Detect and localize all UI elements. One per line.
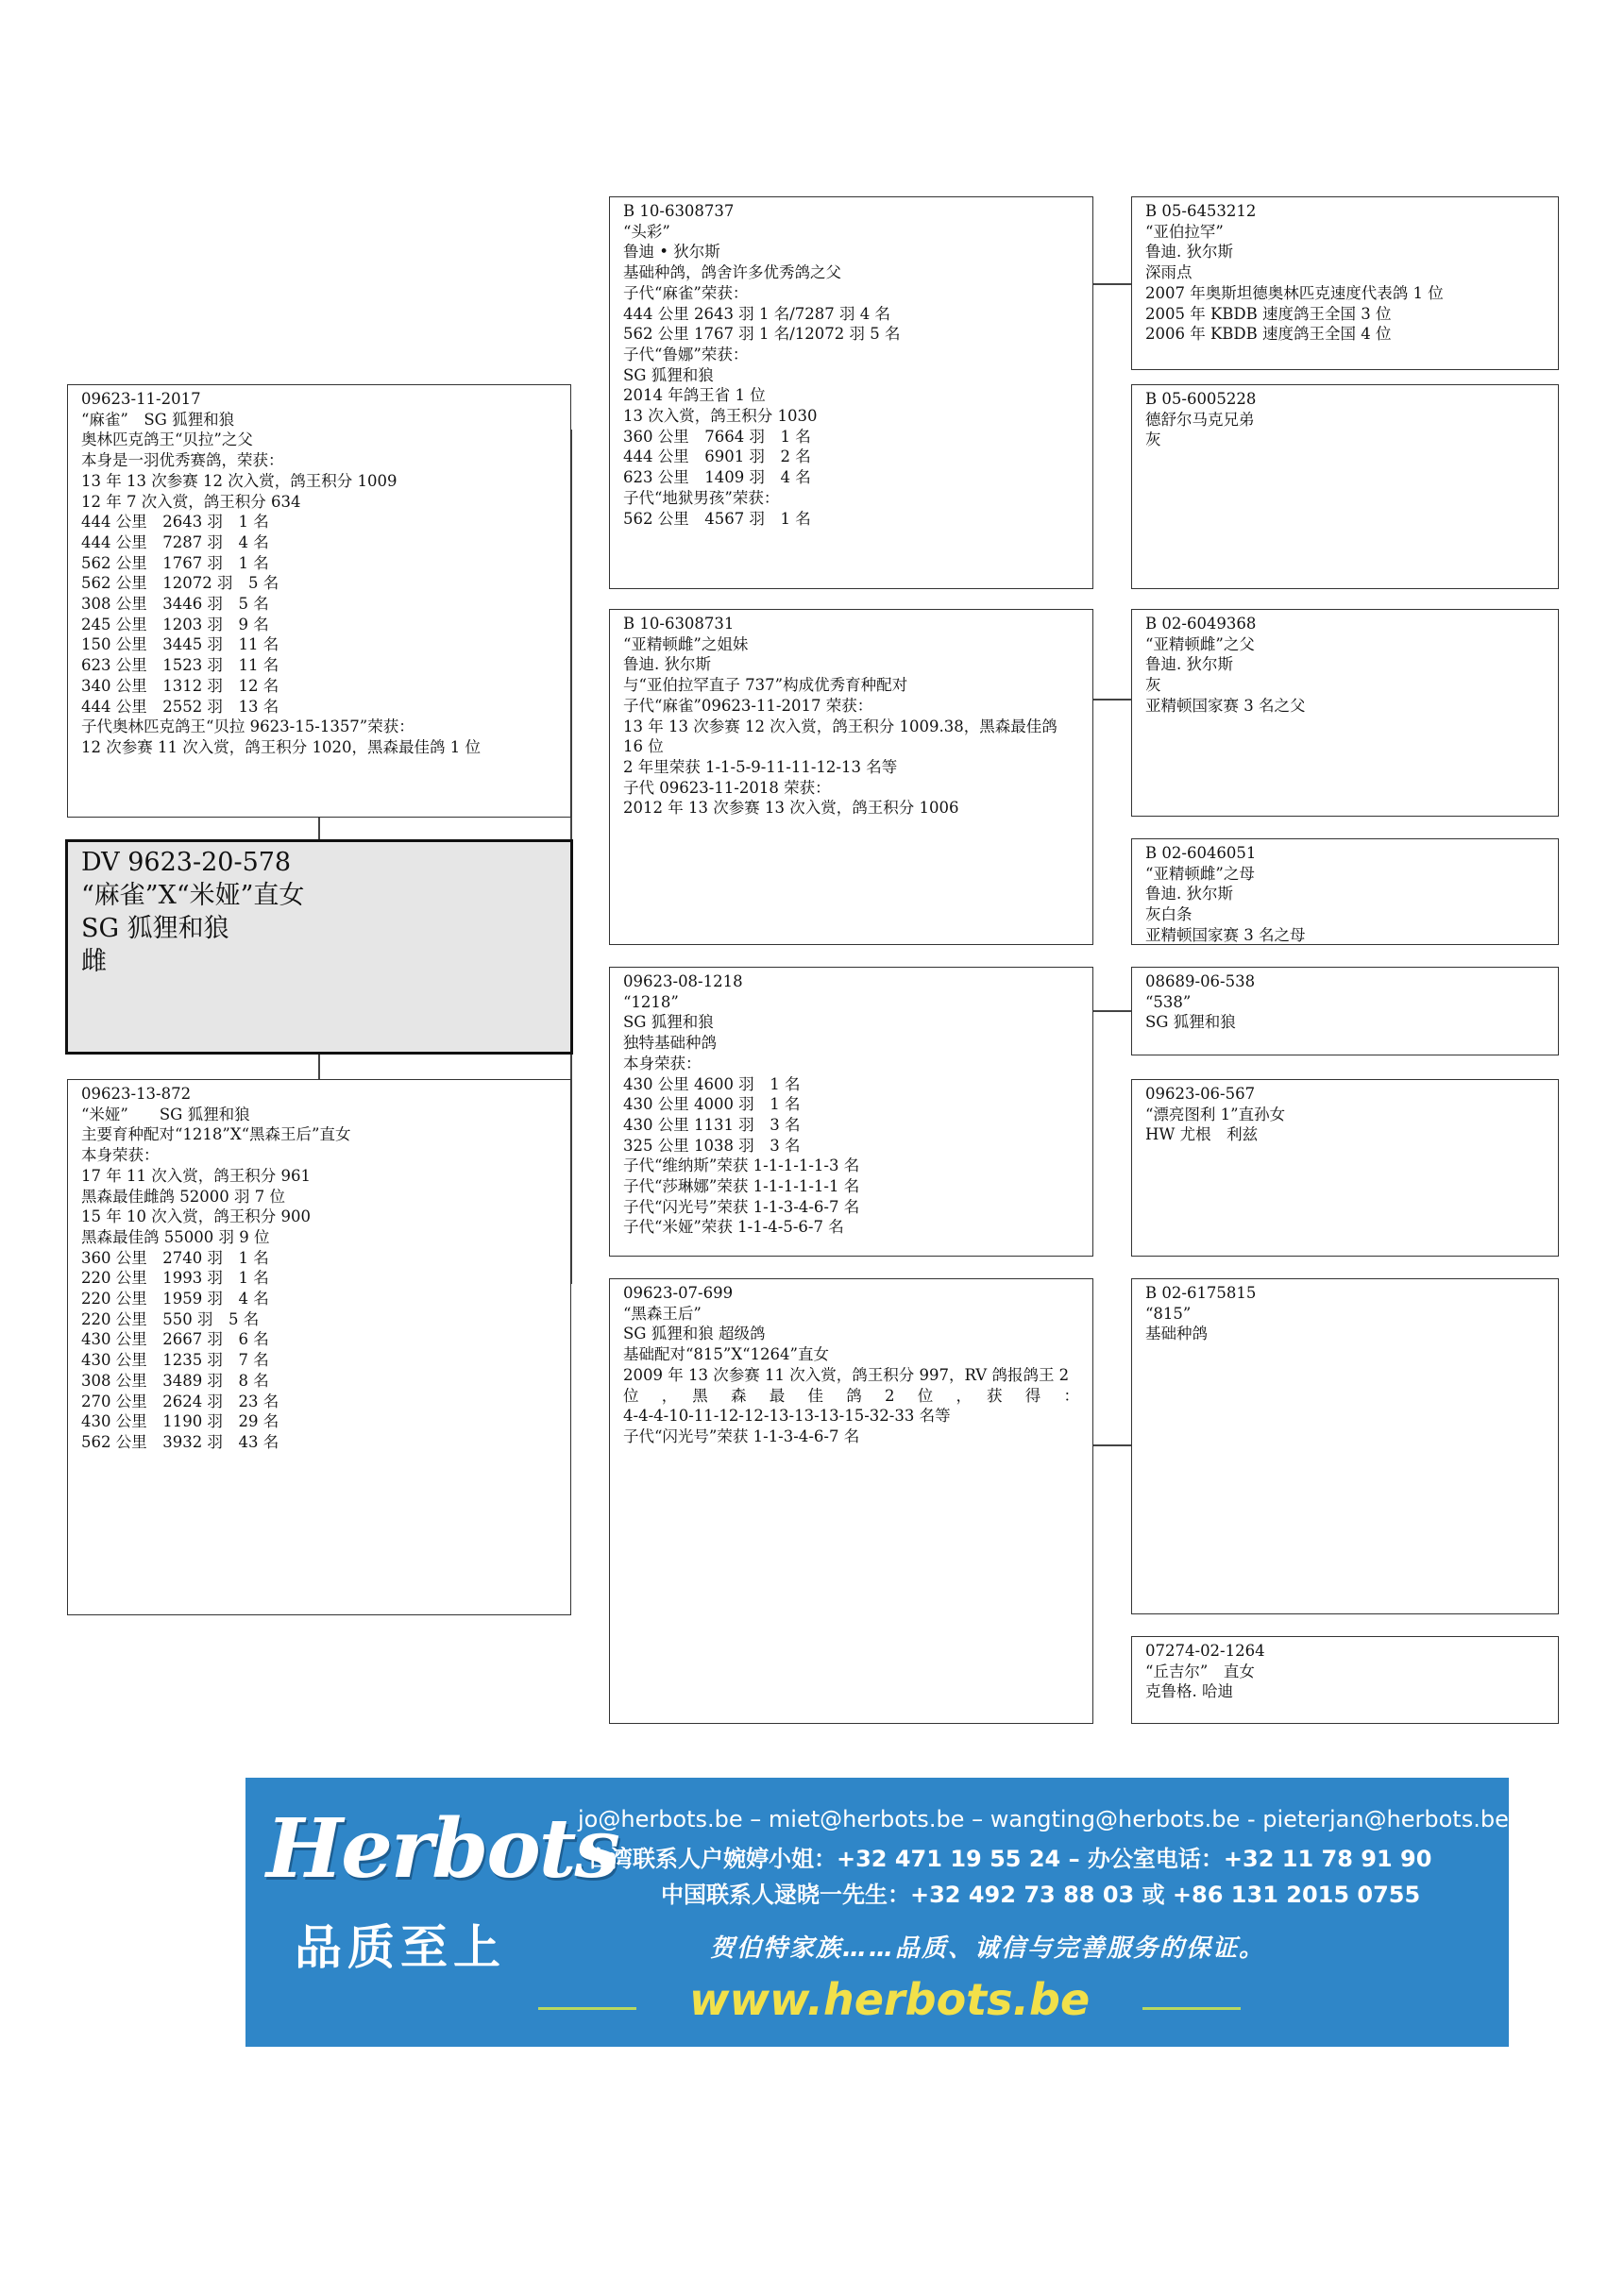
dam-line: 270 公里 2624 羽 23 名 — [81, 1392, 279, 1410]
dam-dam-line: 2009 年 13 次参赛 11 次入赏，鸽王积分 997，RV 鸽报鸽王 2 — [623, 1365, 1070, 1384]
ss-sire-line: 2006 年 KBDB 速度鸽王全国 4 位 — [1145, 325, 1392, 344]
sire-line: 子代奥林匹克鸽王“贝拉 9623-15-1357”荣获： — [81, 718, 414, 736]
sire-line: 562 公里 12072 羽 5 名 — [81, 574, 279, 593]
sire-dam-line: 子代“麻雀”09623-11-2017 荣获： — [623, 696, 873, 715]
sire-line: 444 公里 7287 羽 4 名 — [81, 532, 269, 551]
dam-line: 430 公里 1190 羽 29 名 — [81, 1412, 279, 1431]
sire-dam-line: 2 年里荣获 1-1-5-9-11-11-12-13 名等 — [623, 757, 898, 776]
dam-line: 360 公里 2740 羽 1 名 — [81, 1248, 269, 1267]
connector-line — [318, 1055, 320, 1079]
dam-sire-line: 430 公里 1131 羽 3 名 — [623, 1115, 801, 1134]
sd-sire-line: B 02-6049368 — [1145, 615, 1257, 633]
sire-dam-card — [609, 609, 1093, 945]
ss-dam-line: 灰 — [1145, 430, 1161, 449]
sire-line: 12 年 7 次入赏，鸽王积分 634 — [81, 492, 301, 511]
ds-sire-line: SG 狐狸和狼 — [1145, 1013, 1236, 1032]
ds-dam-line: “漂亮图利 1”直孙女 — [1145, 1105, 1286, 1123]
subject-line: 雌 — [81, 947, 107, 976]
dam-line: 562 公里 3932 羽 43 名 — [81, 1432, 279, 1451]
sire-line: “麻雀” SG 狐狸和狼 — [81, 410, 235, 429]
sire-dam-line: 与“亚伯拉罕直子 737”构成优秀育种配对 — [623, 676, 908, 695]
sd-dam-line: 鲁迪. 狄尔斯 — [1145, 885, 1233, 903]
ds-dam-line: 09623-06-567 — [1145, 1085, 1256, 1103]
sire-sire-line: 子代“鲁娜”荣获： — [623, 345, 749, 363]
sire-line: 奥林匹克鸽王“贝拉”之父 — [81, 430, 253, 449]
dam-line: 220 公里 550 羽 5 名 — [81, 1309, 260, 1328]
dam-line: 430 公里 1235 羽 7 名 — [81, 1351, 269, 1370]
sire-line: 444 公里 2552 羽 13 名 — [81, 697, 279, 716]
sire-card — [67, 384, 571, 818]
ss-sire-card — [1131, 196, 1559, 370]
sd-dam-line: B 02-6046051 — [1145, 844, 1257, 862]
banner-slogan: 品质至上 — [295, 1920, 506, 1975]
sire-dam-line: 子代 09623-11-2018 荣获： — [623, 778, 831, 797]
sire-line: 562 公里 1767 羽 1 名 — [81, 553, 269, 572]
banner-website-link[interactable]: www.herbots.be — [689, 1974, 1091, 2025]
dam-line: 黑森最佳雌鸽 52000 羽 7 位 — [81, 1187, 285, 1206]
ss-dam-line: B 05-6005228 — [1145, 390, 1257, 408]
herbots-banner — [245, 1778, 1509, 2047]
dam-line: 黑森最佳鸽 55000 羽 9 位 — [81, 1227, 270, 1246]
dam-line: 220 公里 1993 羽 1 名 — [81, 1269, 269, 1288]
sd-sire-line: 亚精顿国家赛 3 名之父 — [1145, 696, 1306, 715]
sire-dam-line: B 10-6308731 — [623, 615, 735, 633]
sire-dam-line: 13 年 13 次参赛 12 次入赏，鸽王积分 1009.38，黑森最佳鸽 — [623, 717, 1057, 735]
banner-china-contact: 中国联系人逯晓一先生：+32 492 73 88 03 或 +86 131 2015 0755 — [661, 1882, 1421, 1908]
dam-sire-line: 09623-08-1218 — [623, 972, 743, 990]
dam-dam-line: 09623-07-699 — [623, 1284, 734, 1302]
connector-line — [1092, 1444, 1133, 1446]
sire-sire-line: 562 公里 4567 羽 1 名 — [623, 509, 811, 528]
dam-line: 本身荣获： — [81, 1146, 160, 1165]
dam-sire-line: 子代“莎琳娜”荣获 1-1-1-1-1-1 名 — [623, 1177, 860, 1196]
banner-decor-line-left — [538, 2007, 636, 2010]
dam-card — [67, 1079, 571, 1615]
banner-tagline: 贺伯特家族……品质、诚信与完善服务的保证。 — [710, 1934, 1266, 1963]
sd-dam-line: 灰白条 — [1145, 905, 1193, 924]
sire-line: 12 次参赛 11 次入赏，鸽王积分 1020，黑森最佳鸽 1 位 — [81, 737, 481, 756]
sire-dam-line: 16 位 — [623, 737, 664, 756]
ds-sire-card — [1131, 967, 1559, 1055]
ss-sire-line: 深雨点 — [1145, 263, 1193, 282]
sire-line: 623 公里 1523 羽 11 名 — [81, 656, 279, 675]
dam-dam-line: SG 狐狸和狼 超级鸽 — [623, 1325, 766, 1343]
sire-sire-line: SG 狐狸和狼 — [623, 365, 714, 384]
dam-dam-line: “黑森王后” — [623, 1304, 702, 1323]
ss-sire-line: 2007 年奥斯坦德奥林匹克速度代表鸽 1 位 — [1145, 283, 1444, 302]
dam-dam-line: 子代“闪光号”荣获 1-1-3-4-6-7 名 — [623, 1427, 860, 1445]
sire-sire-line: 444 公里 2643 羽 1 名/7287 羽 4 名 — [623, 304, 890, 323]
dam-sire-card — [609, 967, 1093, 1257]
sire-sire-line: 623 公里 1409 羽 4 名 — [623, 468, 811, 487]
sire-dam-line: 2012 年 13 次参赛 13 次入赏，鸽王积分 1006 — [623, 799, 959, 818]
ss-sire-line: B 05-6453212 — [1145, 202, 1257, 220]
sire-line: 245 公里 1203 羽 9 名 — [81, 615, 269, 633]
subject-line: DV 9623-20-578 — [81, 848, 292, 877]
dd-dam-line: “丘吉尔” 直女 — [1145, 1662, 1255, 1680]
herbots-logo: Herbots — [266, 1801, 618, 1897]
sd-sire-line: “亚精顿雌”之父 — [1145, 634, 1255, 653]
dd-sire-line: 基础种鸽 — [1145, 1325, 1208, 1343]
subject-line: SG 狐狸和狼 — [81, 914, 229, 943]
dam-line: 主要育种配对“1218”X“黑森王后”直女 — [81, 1125, 351, 1144]
connector-line — [1092, 699, 1133, 701]
dam-sire-line: 子代“维纳斯”荣获 1-1-1-1-1-3 名 — [623, 1156, 860, 1175]
dam-sire-line: 430 公里 4000 羽 1 名 — [623, 1095, 801, 1114]
ds-sire-line: 08689-06-538 — [1145, 972, 1256, 990]
sire-sire-line: 360 公里 7664 羽 1 名 — [623, 427, 811, 446]
ds-dam-card — [1131, 1079, 1559, 1257]
dam-sire-line: 本身荣获： — [623, 1054, 702, 1072]
banner-emails[interactable]: jo@herbots.be – miet@herbots.be – wangting@herbots.be - pieterjan@herbots.be — [578, 1806, 1509, 1832]
banner-decor-line-right — [1142, 2007, 1241, 2010]
sire-sire-card — [609, 196, 1093, 589]
sire-sire-line: “头彩” — [623, 222, 670, 241]
dd-dam-card — [1131, 1636, 1559, 1724]
sd-dam-line: 亚精顿国家赛 3 名之母 — [1145, 925, 1306, 944]
ss-sire-line: 鲁迪. 狄尔斯 — [1145, 243, 1233, 262]
sire-line: 308 公里 3446 羽 5 名 — [81, 595, 269, 614]
dd-dam-line: 克鲁格. 哈迪 — [1145, 1682, 1233, 1701]
ds-dam-line: HW 尤根 利兹 — [1145, 1125, 1259, 1144]
dam-sire-line: 子代“闪光号”荣获 1-1-3-4-6-7 名 — [623, 1197, 860, 1216]
ss-sire-line: 2005 年 KBDB 速度鸽王全国 3 位 — [1145, 304, 1392, 323]
sire-sire-line: 562 公里 1767 羽 1 名/12072 羽 5 名 — [623, 325, 901, 344]
banner-taiwan-contact: 台湾联系人户婉婷小姐：+32 471 19 55 24 – 办公室电话：+32 11 78 91 90 — [587, 1846, 1432, 1872]
sire-dam-line: 鲁迪. 狄尔斯 — [623, 655, 711, 674]
dam-line: 09623-13-872 — [81, 1085, 192, 1103]
sire-line: 本身是一羽优秀赛鸽，荣获： — [81, 451, 284, 470]
sire-sire-line: 子代“地狱男孩”荣获： — [623, 488, 780, 507]
dam-dam-card — [609, 1278, 1093, 1724]
sire-line: 150 公里 3445 羽 11 名 — [81, 635, 279, 654]
dam-line: 430 公里 2667 羽 6 名 — [81, 1330, 269, 1349]
sire-line: 13 年 13 次参赛 12 次入赏，鸽王积分 1009 — [81, 471, 398, 490]
sire-sire-line: 444 公里 6901 羽 2 名 — [623, 447, 811, 466]
sire-sire-line: 鲁迪 • 狄尔斯 — [623, 243, 720, 262]
dd-dam-line: 07274-02-1264 — [1145, 1642, 1265, 1660]
subject-line: “麻雀”X“米娅”直女 — [81, 881, 305, 910]
sire-line: 09623-11-2017 — [81, 390, 201, 408]
connector-line — [1092, 1010, 1133, 1012]
dam-line: “米娅” SG 狐狸和狼 — [81, 1105, 250, 1123]
dam-line: 17 年 11 次入赏，鸽王积分 961 — [81, 1166, 311, 1185]
sd-dam-card — [1131, 838, 1559, 945]
sd-dam-line: “亚精顿雌”之母 — [1145, 864, 1255, 883]
sire-dam-line: “亚精顿雌”之姐妹 — [623, 634, 749, 653]
ss-sire-line: “亚伯拉罕” — [1145, 222, 1224, 241]
dam-line: 15 年 10 次入赏，鸽王积分 900 — [81, 1207, 311, 1226]
dam-sire-line: 独特基础种鸽 — [623, 1034, 717, 1053]
dam-dam-line: 4-4-4-10-11-12-12-13-13-13-15-32-33 名等 — [623, 1407, 951, 1426]
dam-sire-line: 子代“米娅”荣获 1-1-4-5-6-7 名 — [623, 1218, 844, 1237]
subject-card — [65, 839, 573, 1055]
dam-dam-line: 基础配对“815”X“1264”直女 — [623, 1345, 829, 1364]
dam-dam-line: 位 ， 黑 森 最 佳 鸽 2 位 ， 获 得 ： — [623, 1386, 1079, 1405]
ss-dam-card — [1131, 384, 1559, 589]
dam-sire-line: 325 公里 1038 羽 3 名 — [623, 1136, 801, 1155]
sd-sire-line: 灰 — [1145, 676, 1161, 695]
connector-line — [318, 818, 320, 839]
dd-sire-card — [1131, 1278, 1559, 1614]
ss-dam-line: 德舒尔马克兄弟 — [1145, 410, 1255, 429]
dam-line: 220 公里 1959 羽 4 名 — [81, 1290, 269, 1308]
dd-sire-line: “815” — [1145, 1304, 1192, 1323]
sire-line: 444 公里 2643 羽 1 名 — [81, 513, 269, 532]
sd-sire-card — [1131, 609, 1559, 817]
sire-sire-line: 子代“麻雀”荣获： — [623, 283, 749, 302]
connector-line — [1092, 283, 1133, 285]
sd-sire-line: 鲁迪. 狄尔斯 — [1145, 655, 1233, 674]
dam-line: 308 公里 3489 羽 8 名 — [81, 1371, 269, 1390]
sire-sire-line: 2014 年鸽王省 1 位 — [623, 386, 766, 405]
sire-sire-line: 基础种鸽，鸽舍许多优秀鸽之父 — [623, 263, 841, 282]
dam-sire-line: SG 狐狸和狼 — [623, 1013, 714, 1032]
dd-sire-line: B 02-6175815 — [1145, 1284, 1257, 1302]
ds-sire-line: “538” — [1145, 992, 1192, 1011]
sire-line: 340 公里 1312 羽 12 名 — [81, 676, 279, 695]
dam-sire-line: 430 公里 4600 羽 1 名 — [623, 1074, 801, 1093]
sire-sire-line: 13 次入赏，鸽王积分 1030 — [623, 407, 818, 426]
dam-sire-line: “1218” — [623, 992, 679, 1011]
sire-sire-line: B 10-6308737 — [623, 202, 735, 220]
